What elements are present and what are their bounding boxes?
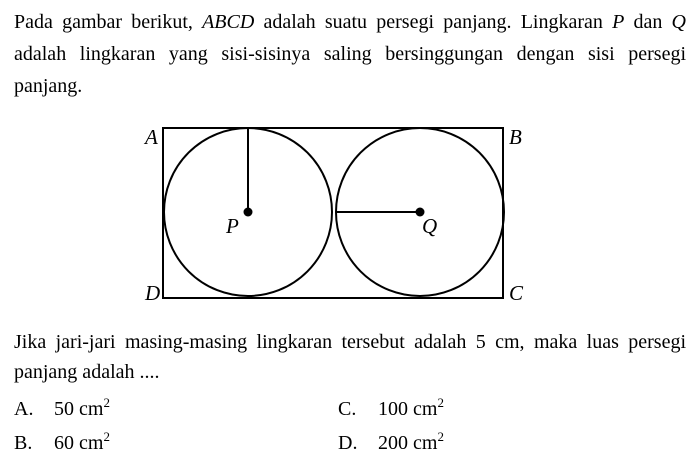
label-b: B bbox=[509, 125, 522, 149]
option-d-exponent: 2 bbox=[437, 429, 444, 444]
option-a-key: A. bbox=[14, 398, 34, 420]
option-c[interactable] bbox=[338, 397, 444, 421]
option-a-exponent: 2 bbox=[103, 395, 110, 410]
question-text: Jika jari-jari masing-masing lingkaran tersebut adalah 5 cm, maka luas persegi panjang adalah .... bbox=[14, 331, 686, 383]
option-c-value: 100 cm bbox=[378, 398, 438, 420]
option-c-key: C. bbox=[338, 398, 357, 420]
intro-text-3: dan bbox=[624, 11, 672, 33]
label-p: P bbox=[226, 214, 239, 238]
intro-text-2: adalah suatu persegi panjang. Lingkaran bbox=[254, 11, 613, 33]
option-b-value: 60 cm bbox=[54, 432, 104, 454]
option-a-value: 50 cm bbox=[54, 398, 104, 420]
label-a: A bbox=[145, 125, 158, 149]
center-p-dot bbox=[244, 208, 253, 217]
option-c-exponent: 2 bbox=[437, 395, 444, 410]
option-b-key: B. bbox=[14, 432, 33, 454]
intro-text-4: adalah lingkaran yang sisi-sisinya saling bersinggungan dengan sisi persegi panjang. bbox=[14, 43, 686, 97]
option-d[interactable] bbox=[338, 431, 444, 455]
rectangle-abcd bbox=[163, 128, 503, 298]
intro-q: Q bbox=[671, 11, 686, 33]
intro-text-1: Pada gambar berikut, bbox=[14, 11, 203, 33]
option-d-value: 200 cm bbox=[378, 432, 438, 454]
label-c: C bbox=[509, 281, 524, 305]
intro-abcd: ABCD bbox=[202, 11, 255, 33]
label-d: D bbox=[145, 281, 161, 305]
intro-p: P bbox=[612, 11, 625, 33]
option-b[interactable] bbox=[14, 431, 110, 455]
option-d-key: D. bbox=[338, 432, 358, 454]
option-a[interactable] bbox=[14, 397, 110, 421]
label-q: Q bbox=[422, 214, 438, 238]
option-b-exponent: 2 bbox=[103, 429, 110, 444]
